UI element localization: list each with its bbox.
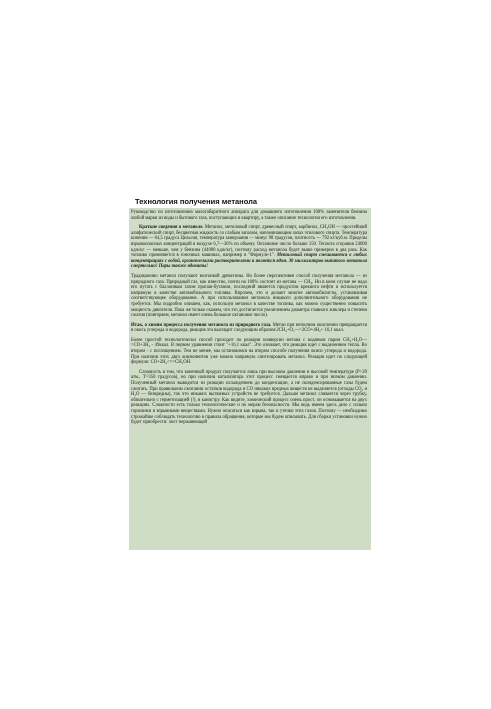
complexity-paragraph: Сложность в том, что конечный продукт получается лишь при высоком давлении и высокой температуре (P>20 атм., T=350 градусов), но при наличии катализатора этот процесс смещается вправо и при низком давлении. Полученный метанол выводится из реакции охлаждением до конденсации, а не сконденсированные газы будем сжигать. При правильном сжигании остатков водорода и CO никаких вредных веществ не выделяется (отходы CO₂ и H₂O — безвредны), так что никаких вытяжных устройств не требуется. Дальше метанол сливается через трубку, обязательно с герметизацией (!), в канистру. Как видите, химический процесс очень прост, он основывается на двух реакциях. Сложности есть только технологические и по мерам безопасности. Мы ведь имеем здесь дело с сильно горючими и взрывными веществами. Нужно опасаться как взрыва, так и утечки этих газов. Поэтому — необходимо строжайше соблюдать технологию в правила обращения, которые мы будем описывать. Для сборки установки нужно будет приобрести: лист нержавеющей — [131, 369, 367, 426]
title-bar — [129, 196, 371, 208]
process-text: Метан при неполном окислении превращается в окись углерода и водорода, реакция эта выглядит следующим образом:2CH₄+O₂—>2CO+4H₂+ 16,1 ккал. — [131, 322, 368, 334]
intro-paragraph: Руководство по изготовлению малогабаритного аппарата для домашнего изготовления 100% заменителя бензина любой марки из воды и бытового газа, поступающих в квартиру, а также описание технологии его изготовления. — [131, 210, 367, 221]
article-body — [131, 210, 367, 430]
document-page — [129, 196, 371, 550]
brief-paragraph — [131, 225, 367, 270]
warning-text: Метиловый спирт смешивается в любых концентрациях с водой, органическими растворителями и является ядом. 30 миллилитров выпитого метанола смертельно! Пары также ядовиты! — [131, 253, 368, 270]
brief-text: Метанол, метиловый спирт, древесный спирт, карбинол, CH₃OH — простейший алифатический спирт, бесцветная жидкость со слабым запахом, напоминающим запах этилового спирта. Температура кипения — 64,5 градуса Цельсия, температура замерзания — минус 98 градусов, плотность — 792 кг/куб.м. Пределы взрывоопасных концентраций в воздухе 6,7—36% по объему. Октановое число больше 150. Теплота сгорания 24000 кдж/кг — меньше, чем у бензина (44000 кдж/кг), поэтому расход метанола будет выше примерно в два раза. Как топливо применяется в гоночных машинах, например в "Формуле-1". — [131, 225, 368, 259]
process-heading: Итак, о химии процесса получения метанола из природного газа. — [131, 322, 272, 328]
process-paragraph — [131, 323, 367, 334]
history-paragraph: Традиционно метанол получают возгонкой древесины. Но более перспективен способ получения метанола — из природного газа. Природный газ, как известно, почти на 100% состоит из метана — CH₄. Ни в коем случае не надо его путать с баллонным газом пропан-бутаном, последний является продуктом крекинга нефти и используется напрямую в качестве автомобильного топлива. Впрочем, это и делают многие автомобилисты, устанавливая соответствующее оборудование. А при использовании метанола никакого дополнительного оборудования не требуется. Мы подробно опишем, как, используя метанол в качестве топлива, как можно существенно повысить мощность двигателя. Пока же только скажем, что это достигается увеличением диаметра главного жиклера и степени сжатия (повторяем, метанол имеет очень большое октановое число). — [131, 273, 367, 319]
page-title: Технология получения метанола — [135, 197, 258, 206]
brief-heading: Краткие сведения о метаноле. — [139, 225, 204, 231]
process-paragraph-2: Более простой технологически способ проходит по реакции конверсии метана с водяным паром CH₄+H₂O—>CO+3H₂ - 49ккал. В первом уравнении стоит "+16,1 ккал". Это означает, что реакция идет с выделением тепла. Во втором - с поглощением. Тем не менее, мы остановимся на втором способе получения окиси углерода и водорода. При наличии этих двух компонентов уже можно напрямую синтезировать метанол. Реакция идет по следующей формуле: CO+2H₂<=>CH₃OH. — [131, 337, 367, 366]
